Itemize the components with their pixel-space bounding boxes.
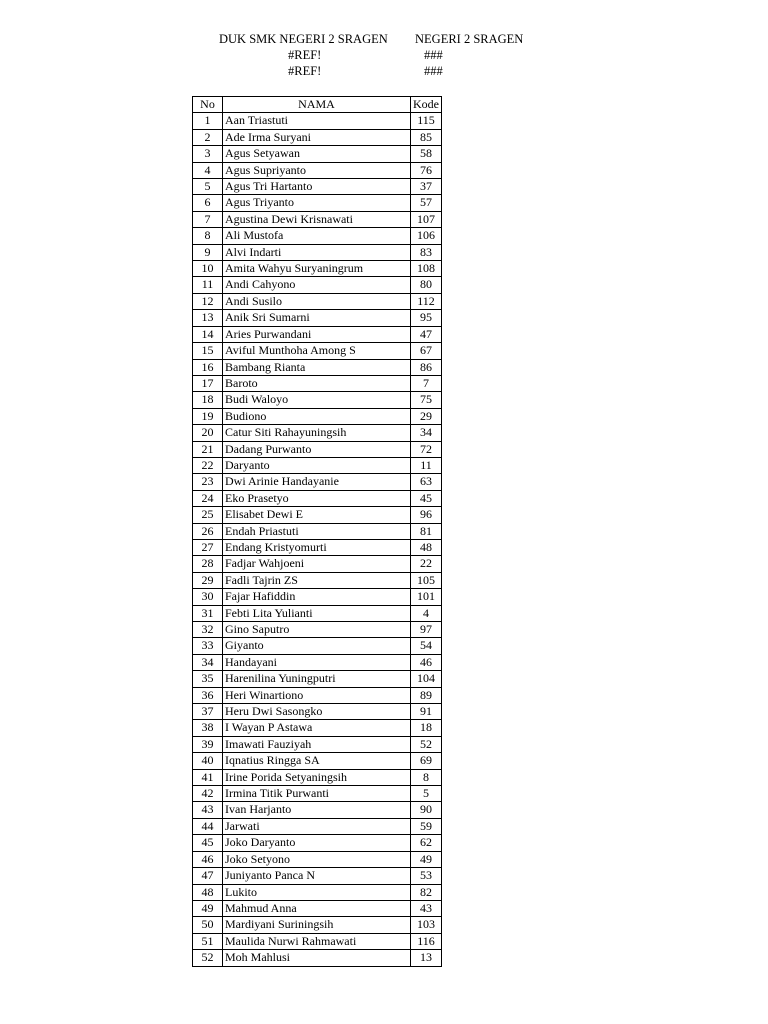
cell-nama: Catur Siti Rahayuningsih [223, 425, 411, 441]
cell-nama: Alvi Indarti [223, 244, 411, 260]
cell-no: 20 [193, 425, 223, 441]
table-row [193, 474, 442, 490]
table-row [193, 441, 442, 457]
cell-nama: Endang Kristyomurti [223, 539, 411, 555]
cell-no: 12 [193, 293, 223, 309]
cell-nama: Eko Prasetyo [223, 490, 411, 506]
cell-nama: Ivan Harjanto [223, 802, 411, 818]
cell-nama: Budiono [223, 408, 411, 424]
cell-nama: Andi Susilo [223, 293, 411, 309]
cell-nama: Mahmud Anna [223, 900, 411, 916]
table-row [193, 392, 442, 408]
cell-kode: 37 [411, 179, 442, 195]
table-row [193, 753, 442, 769]
cell-kode: 72 [411, 441, 442, 457]
cell-no: 43 [193, 802, 223, 818]
cell-nama: Agus Supriyanto [223, 162, 411, 178]
cell-nama: Dwi Arinie Handayanie [223, 474, 411, 490]
cell-kode: 108 [411, 261, 442, 277]
table-row [193, 113, 442, 129]
cell-no: 41 [193, 769, 223, 785]
table-row [193, 589, 442, 605]
cell-kode: 115 [411, 113, 442, 129]
table-row [193, 884, 442, 900]
table-row [193, 802, 442, 818]
cell-kode: 52 [411, 736, 442, 752]
cell-nama: Bambang Rianta [223, 359, 411, 375]
cell-no: 30 [193, 589, 223, 605]
cell-kode: 107 [411, 211, 442, 227]
cell-kode: 18 [411, 720, 442, 736]
cell-kode: 57 [411, 195, 442, 211]
table-row [193, 195, 442, 211]
cell-nama: Jarwati [223, 818, 411, 834]
cell-nama: Ade Irma Suryani [223, 129, 411, 145]
table-row [193, 375, 442, 391]
table-header-row [193, 97, 442, 113]
cell-no: 52 [193, 950, 223, 966]
cell-nama: Fajar Hafiddin [223, 589, 411, 605]
table-row [193, 539, 442, 555]
cell-no: 31 [193, 605, 223, 621]
cell-no: 15 [193, 343, 223, 359]
header-ref-right-2: ### [424, 64, 443, 78]
table-body [193, 113, 442, 966]
table-row [193, 162, 442, 178]
cell-no: 21 [193, 441, 223, 457]
cell-no: 3 [193, 146, 223, 162]
cell-no: 46 [193, 851, 223, 867]
table-row [193, 654, 442, 670]
cell-kode: 80 [411, 277, 442, 293]
cell-nama: Amita Wahyu Suryaningrum [223, 261, 411, 277]
table-row [193, 572, 442, 588]
cell-no: 19 [193, 408, 223, 424]
cell-nama: Gino Saputro [223, 622, 411, 638]
cell-nama: Anik Sri Sumarni [223, 310, 411, 326]
table-row [193, 326, 442, 342]
column-header-nama: NAMA [223, 97, 411, 113]
cell-kode: 63 [411, 474, 442, 490]
cell-nama: Handayani [223, 654, 411, 670]
cell-no: 25 [193, 507, 223, 523]
table-row [193, 457, 442, 473]
cell-nama: Baroto [223, 375, 411, 391]
cell-nama: Aries Purwandani [223, 326, 411, 342]
cell-nama: Heri Winartiono [223, 687, 411, 703]
cell-kode: 43 [411, 900, 442, 916]
cell-nama: Iqnatius Ringga SA [223, 753, 411, 769]
table-row [193, 244, 442, 260]
cell-no: 2 [193, 129, 223, 145]
table-row [193, 704, 442, 720]
column-header-no: No [193, 97, 223, 113]
cell-no: 34 [193, 654, 223, 670]
table-row [193, 343, 442, 359]
cell-no: 24 [193, 490, 223, 506]
cell-no: 33 [193, 638, 223, 654]
cell-kode: 69 [411, 753, 442, 769]
cell-kode: 22 [411, 556, 442, 572]
cell-no: 35 [193, 671, 223, 687]
table-row [193, 605, 442, 621]
cell-kode: 90 [411, 802, 442, 818]
cell-nama: Maulida Nurwi Rahmawati [223, 933, 411, 949]
cell-kode: 95 [411, 310, 442, 326]
cell-nama: Daryanto [223, 457, 411, 473]
cell-kode: 103 [411, 917, 442, 933]
cell-no: 9 [193, 244, 223, 260]
cell-nama: Lukito [223, 884, 411, 900]
table-row [193, 179, 442, 195]
table-row [193, 736, 442, 752]
cell-kode: 96 [411, 507, 442, 523]
table-row [193, 868, 442, 884]
cell-kode: 47 [411, 326, 442, 342]
cell-nama: Agustina Dewi Krisnawati [223, 211, 411, 227]
cell-nama: Ali Mustofa [223, 228, 411, 244]
cell-no: 13 [193, 310, 223, 326]
table-row [193, 228, 442, 244]
table-row [193, 769, 442, 785]
table-row [193, 359, 442, 375]
table-row [193, 310, 442, 326]
column-header-kode: Kode [411, 97, 442, 113]
table-row [193, 507, 442, 523]
cell-kode: 7 [411, 375, 442, 391]
cell-kode: 5 [411, 786, 442, 802]
cell-kode: 62 [411, 835, 442, 851]
cell-no: 27 [193, 539, 223, 555]
cell-nama: Joko Daryanto [223, 835, 411, 851]
table-row [193, 556, 442, 572]
cell-no: 39 [193, 736, 223, 752]
cell-no: 18 [193, 392, 223, 408]
table-row [193, 933, 442, 949]
cell-no: 32 [193, 622, 223, 638]
cell-nama: Budi Waloyo [223, 392, 411, 408]
cell-kode: 85 [411, 129, 442, 145]
cell-nama: Agus Triyanto [223, 195, 411, 211]
cell-kode: 106 [411, 228, 442, 244]
cell-kode: 81 [411, 523, 442, 539]
cell-nama: Juniyanto Panca N [223, 868, 411, 884]
cell-no: 36 [193, 687, 223, 703]
cell-kode: 34 [411, 425, 442, 441]
table-row [193, 408, 442, 424]
cell-no: 7 [193, 211, 223, 227]
staff-table [192, 96, 442, 967]
table-row [193, 425, 442, 441]
cell-no: 50 [193, 917, 223, 933]
cell-nama: Fadjar Wahjoeni [223, 556, 411, 572]
cell-kode: 11 [411, 457, 442, 473]
cell-kode: 45 [411, 490, 442, 506]
cell-no: 1 [193, 113, 223, 129]
cell-nama: Agus Setyawan [223, 146, 411, 162]
cell-kode: 59 [411, 818, 442, 834]
cell-kode: 4 [411, 605, 442, 621]
table-row [193, 786, 442, 802]
cell-no: 49 [193, 900, 223, 916]
cell-no: 44 [193, 818, 223, 834]
cell-kode: 91 [411, 704, 442, 720]
table-row [193, 851, 442, 867]
table-row [193, 687, 442, 703]
cell-no: 28 [193, 556, 223, 572]
table-row [193, 146, 442, 162]
table-row [193, 293, 442, 309]
cell-no: 11 [193, 277, 223, 293]
cell-nama: Irine Porida Setyaningsih [223, 769, 411, 785]
table-row [193, 950, 442, 966]
cell-nama: Agus Tri Hartanto [223, 179, 411, 195]
cell-kode: 89 [411, 687, 442, 703]
cell-kode: 67 [411, 343, 442, 359]
cell-kode: 8 [411, 769, 442, 785]
cell-nama: Harenilina Yuningputri [223, 671, 411, 687]
cell-nama: Aan Triastuti [223, 113, 411, 129]
table-row [193, 277, 442, 293]
cell-kode: 29 [411, 408, 442, 424]
cell-no: 47 [193, 868, 223, 884]
cell-kode: 53 [411, 868, 442, 884]
cell-no: 16 [193, 359, 223, 375]
header-title-left: DUK SMK NEGERI 2 SRAGEN [219, 32, 388, 46]
cell-no: 42 [193, 786, 223, 802]
cell-no: 45 [193, 835, 223, 851]
cell-nama: Elisabet Dewi E [223, 507, 411, 523]
cell-kode: 83 [411, 244, 442, 260]
cell-nama: Dadang Purwanto [223, 441, 411, 457]
cell-nama: Heru Dwi Sasongko [223, 704, 411, 720]
cell-kode: 46 [411, 654, 442, 670]
cell-no: 14 [193, 326, 223, 342]
header-ref-left-2: #REF! [288, 64, 322, 78]
cell-no: 5 [193, 179, 223, 195]
cell-no: 4 [193, 162, 223, 178]
cell-no: 38 [193, 720, 223, 736]
cell-kode: 49 [411, 851, 442, 867]
table-row [193, 622, 442, 638]
cell-nama: Irmina Titik Purwanti [223, 786, 411, 802]
table-row [193, 523, 442, 539]
cell-kode: 82 [411, 884, 442, 900]
cell-no: 6 [193, 195, 223, 211]
cell-no: 37 [193, 704, 223, 720]
cell-nama: Andi Cahyono [223, 277, 411, 293]
cell-no: 8 [193, 228, 223, 244]
table-row [193, 818, 442, 834]
cell-no: 22 [193, 457, 223, 473]
cell-kode: 86 [411, 359, 442, 375]
table-row [193, 917, 442, 933]
cell-nama: Mardiyani Suriningsih [223, 917, 411, 933]
cell-no: 17 [193, 375, 223, 391]
table-row [193, 900, 442, 916]
cell-no: 10 [193, 261, 223, 277]
cell-nama: Endah Priastuti [223, 523, 411, 539]
cell-nama: Fadli Tajrin ZS [223, 572, 411, 588]
cell-kode: 13 [411, 950, 442, 966]
cell-kode: 48 [411, 539, 442, 555]
cell-kode: 75 [411, 392, 442, 408]
cell-kode: 76 [411, 162, 442, 178]
cell-kode: 105 [411, 572, 442, 588]
cell-nama: Febti Lita Yulianti [223, 605, 411, 621]
cell-kode: 112 [411, 293, 442, 309]
cell-nama: I Wayan P Astawa [223, 720, 411, 736]
cell-kode: 58 [411, 146, 442, 162]
header-ref-left-1: #REF! [288, 48, 322, 62]
table-row [193, 835, 442, 851]
cell-no: 40 [193, 753, 223, 769]
cell-no: 23 [193, 474, 223, 490]
header-ref-right-1: ### [424, 48, 443, 62]
cell-nama: Giyanto [223, 638, 411, 654]
cell-no: 51 [193, 933, 223, 949]
table-row [193, 129, 442, 145]
cell-kode: 97 [411, 622, 442, 638]
cell-nama: Aviful Munthoha Among S [223, 343, 411, 359]
cell-nama: Moh Mahlusi [223, 950, 411, 966]
cell-no: 48 [193, 884, 223, 900]
table-row [193, 261, 442, 277]
cell-kode: 101 [411, 589, 442, 605]
table-row [193, 638, 442, 654]
table-row [193, 720, 442, 736]
cell-nama: Joko Setyono [223, 851, 411, 867]
table-row [193, 671, 442, 687]
table-row [193, 211, 442, 227]
header-title-right: NEGERI 2 SRAGEN [415, 32, 524, 46]
cell-nama: Imawati Fauziyah [223, 736, 411, 752]
cell-no: 29 [193, 572, 223, 588]
cell-kode: 54 [411, 638, 442, 654]
cell-no: 26 [193, 523, 223, 539]
cell-kode: 116 [411, 933, 442, 949]
table-row [193, 490, 442, 506]
cell-kode: 104 [411, 671, 442, 687]
